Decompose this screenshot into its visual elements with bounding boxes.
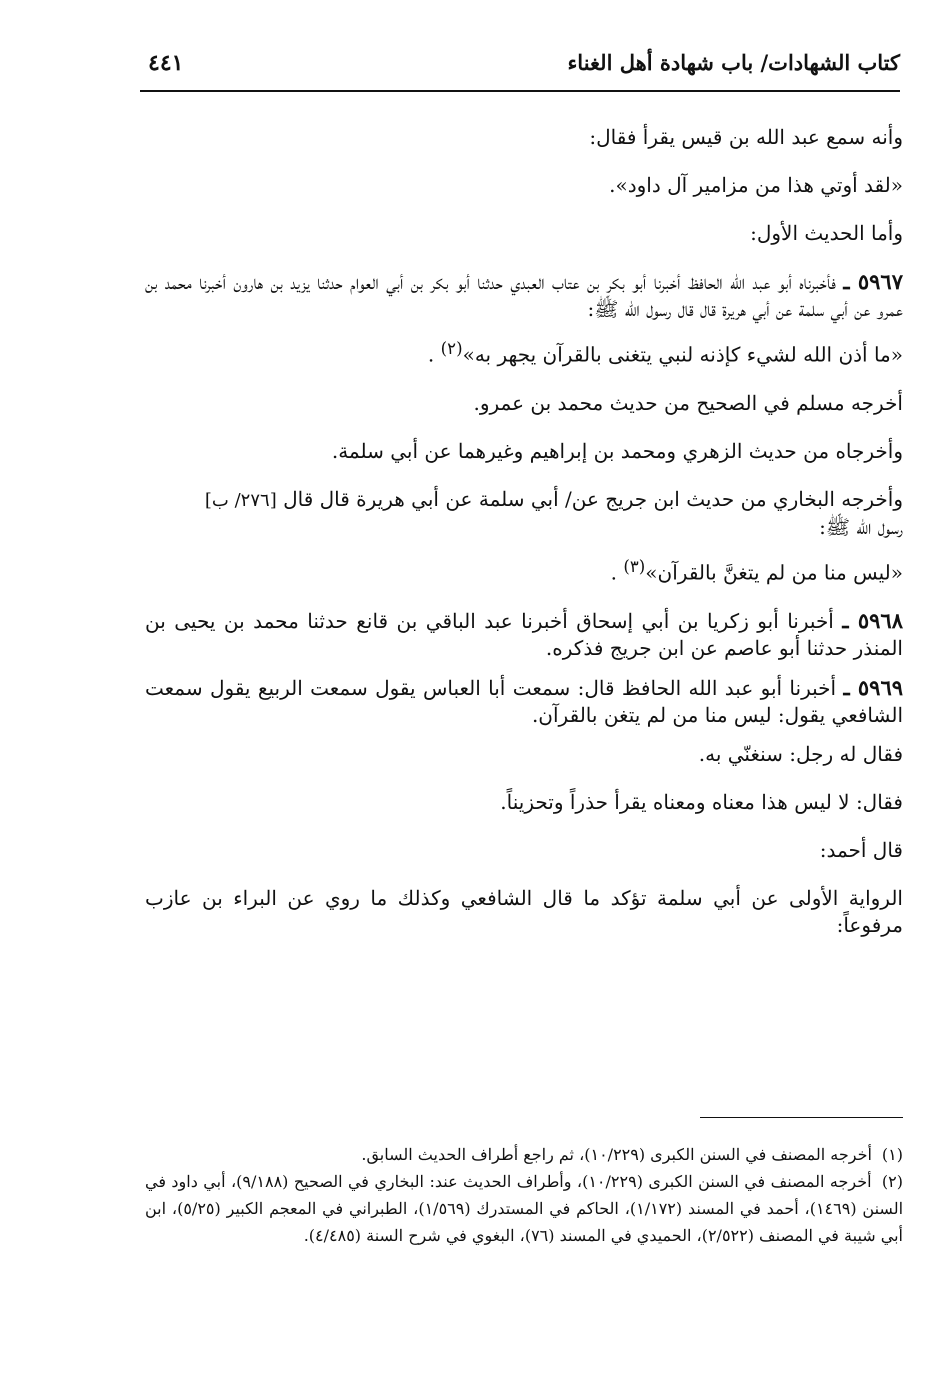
hadith-text: أخبرنا أبو زكريا بن أبي إسحاق أخبرنا عبد الباقي بن قانع حدثنا محمد بن يحيى بن المنذر حدثنا أبو عاصم عن ابن جريج فذكره. [145, 609, 903, 661]
paragraph: فقال له رجل: سنغنّي به. [698, 742, 903, 767]
footnote-divider [700, 1117, 903, 1118]
paragraph: الرواية الأولى عن أبي سلمة تؤكد ما قال الشافعي وكذلك ما روي عن البراء بن عازب مرفوعاً: [145, 886, 903, 938]
paragraph: وأما الحديث الأول: [750, 221, 903, 245]
hadith-text: أخبرنا أبو عبد الله الحافظ قال: سمعت أبا العباس يقول سمعت الربيع يقول سمعت الشافعي يقول: ليس منا من لم يتغن بالقرآن. [145, 676, 903, 728]
hadith-number: ٥٩٦٩ ـ [843, 675, 904, 701]
paragraph: أخرجه مسلم في الصحيح من حديث محمد بن عمرو. [473, 390, 903, 415]
main-text [145, 124, 903, 951]
hadith-5967 [145, 268, 903, 323]
hadith-number: ٥٩٦٧ ـ [843, 269, 903, 294]
quote-text: «ليس منا من لم يتغنَّ بالقرآن» [645, 560, 903, 585]
hadith-quote: «ليس منا من لم يتغنَّ بالقرآن»$^{(٣)}$ . [610, 556, 903, 585]
paragraph-text: وأخرجه البخاري من حديث ابن جريج عن/ أبي سلمة عن أبي هريرة قال قال [283, 486, 903, 511]
paragraph: وأنه سمع عبد الله بن قيس يقرأ فقال: [589, 125, 903, 149]
paragraph: وأخرجاه من حديث الزهري ومحمد بن إبراهيم وغيرهما عن أبي سلمة. [331, 438, 903, 463]
hadith-number: ٥٩٦٨ ـ [842, 608, 903, 634]
hadith-text: فأخبرناه أبو عبد الله الحافظ أخبرنا أبو بكر بن عتاب العبدي حدثنا أبو بكر بن أبي العوام حدثنا يزيد بن هارون أخبرنا محمد بن عمرو عن أبي سلمة عن أبي هريرة قال قال رسول الله ﷺ: [145, 270, 903, 321]
footnote-marker: (٢) [881, 1172, 903, 1191]
footnote-ref: (٣) [623, 556, 646, 576]
manuscript-folio-marker: [٢٧٦/ ب] [204, 489, 277, 511]
paragraph: قال أحمد: [819, 838, 903, 863]
page-number: ٤٤١ [148, 50, 184, 76]
hadith-quote: «لقد أوتي هذا من مزامير آل داود». [609, 173, 903, 197]
running-title: كتاب الشهادات/ باب شهادة أهل الغناء [567, 50, 900, 75]
quote-text: «ما أذن الله لشيء كإذنه لنبي يتغنى بالقرآن يجهر به» [462, 342, 903, 367]
footnote-marker: (١) [881, 1145, 903, 1164]
footnote [145, 1141, 903, 1168]
footnote-text: أخرجه المصنف في السنن الكبرى (١٠/٢٢٩)، ثم راجع أطراف الحديث السابق. [361, 1145, 872, 1164]
hadith-quote: «ما أذن الله لشيء كإذنه لنبي يتغنى بالقرآن يجهر به»$^{(٢)}$ . [427, 339, 903, 367]
paragraph: فقال: لا ليس هذا معناه ومعناه يقرأ حذراً وتحزيناً. [500, 790, 903, 815]
hadith-5969 [145, 674, 903, 729]
footnotes [145, 1141, 903, 1249]
hadith-5968 [145, 607, 903, 662]
paragraph-text-cont: رسول الله ﷺ: [819, 514, 903, 539]
paragraph-bukhari [145, 486, 903, 541]
footnote-ref: (٢) [440, 339, 463, 358]
page-header [140, 50, 900, 92]
footnote-text: أخرجه المصنف في السنن الكبرى (١٠/٢٢٩)، وأطراف الحديث عند: البخاري في الصحيح (٩/١٨٨)، أبي داود في السنن (١٤٦٩)، أحمد في المسند (١/١٧٢)، الحاكم في المستدرك (١/٥٦٩)، الطبراني في المعجم الكبير (٥/٢٥)، ابن أبي شيبة في المصنف (٢/٥٢٢)، الحميدي في المسند (٧٦)، البغوي في شرح السنة (٤/٤٨٥). [145, 1172, 904, 1245]
footnote [145, 1168, 903, 1249]
